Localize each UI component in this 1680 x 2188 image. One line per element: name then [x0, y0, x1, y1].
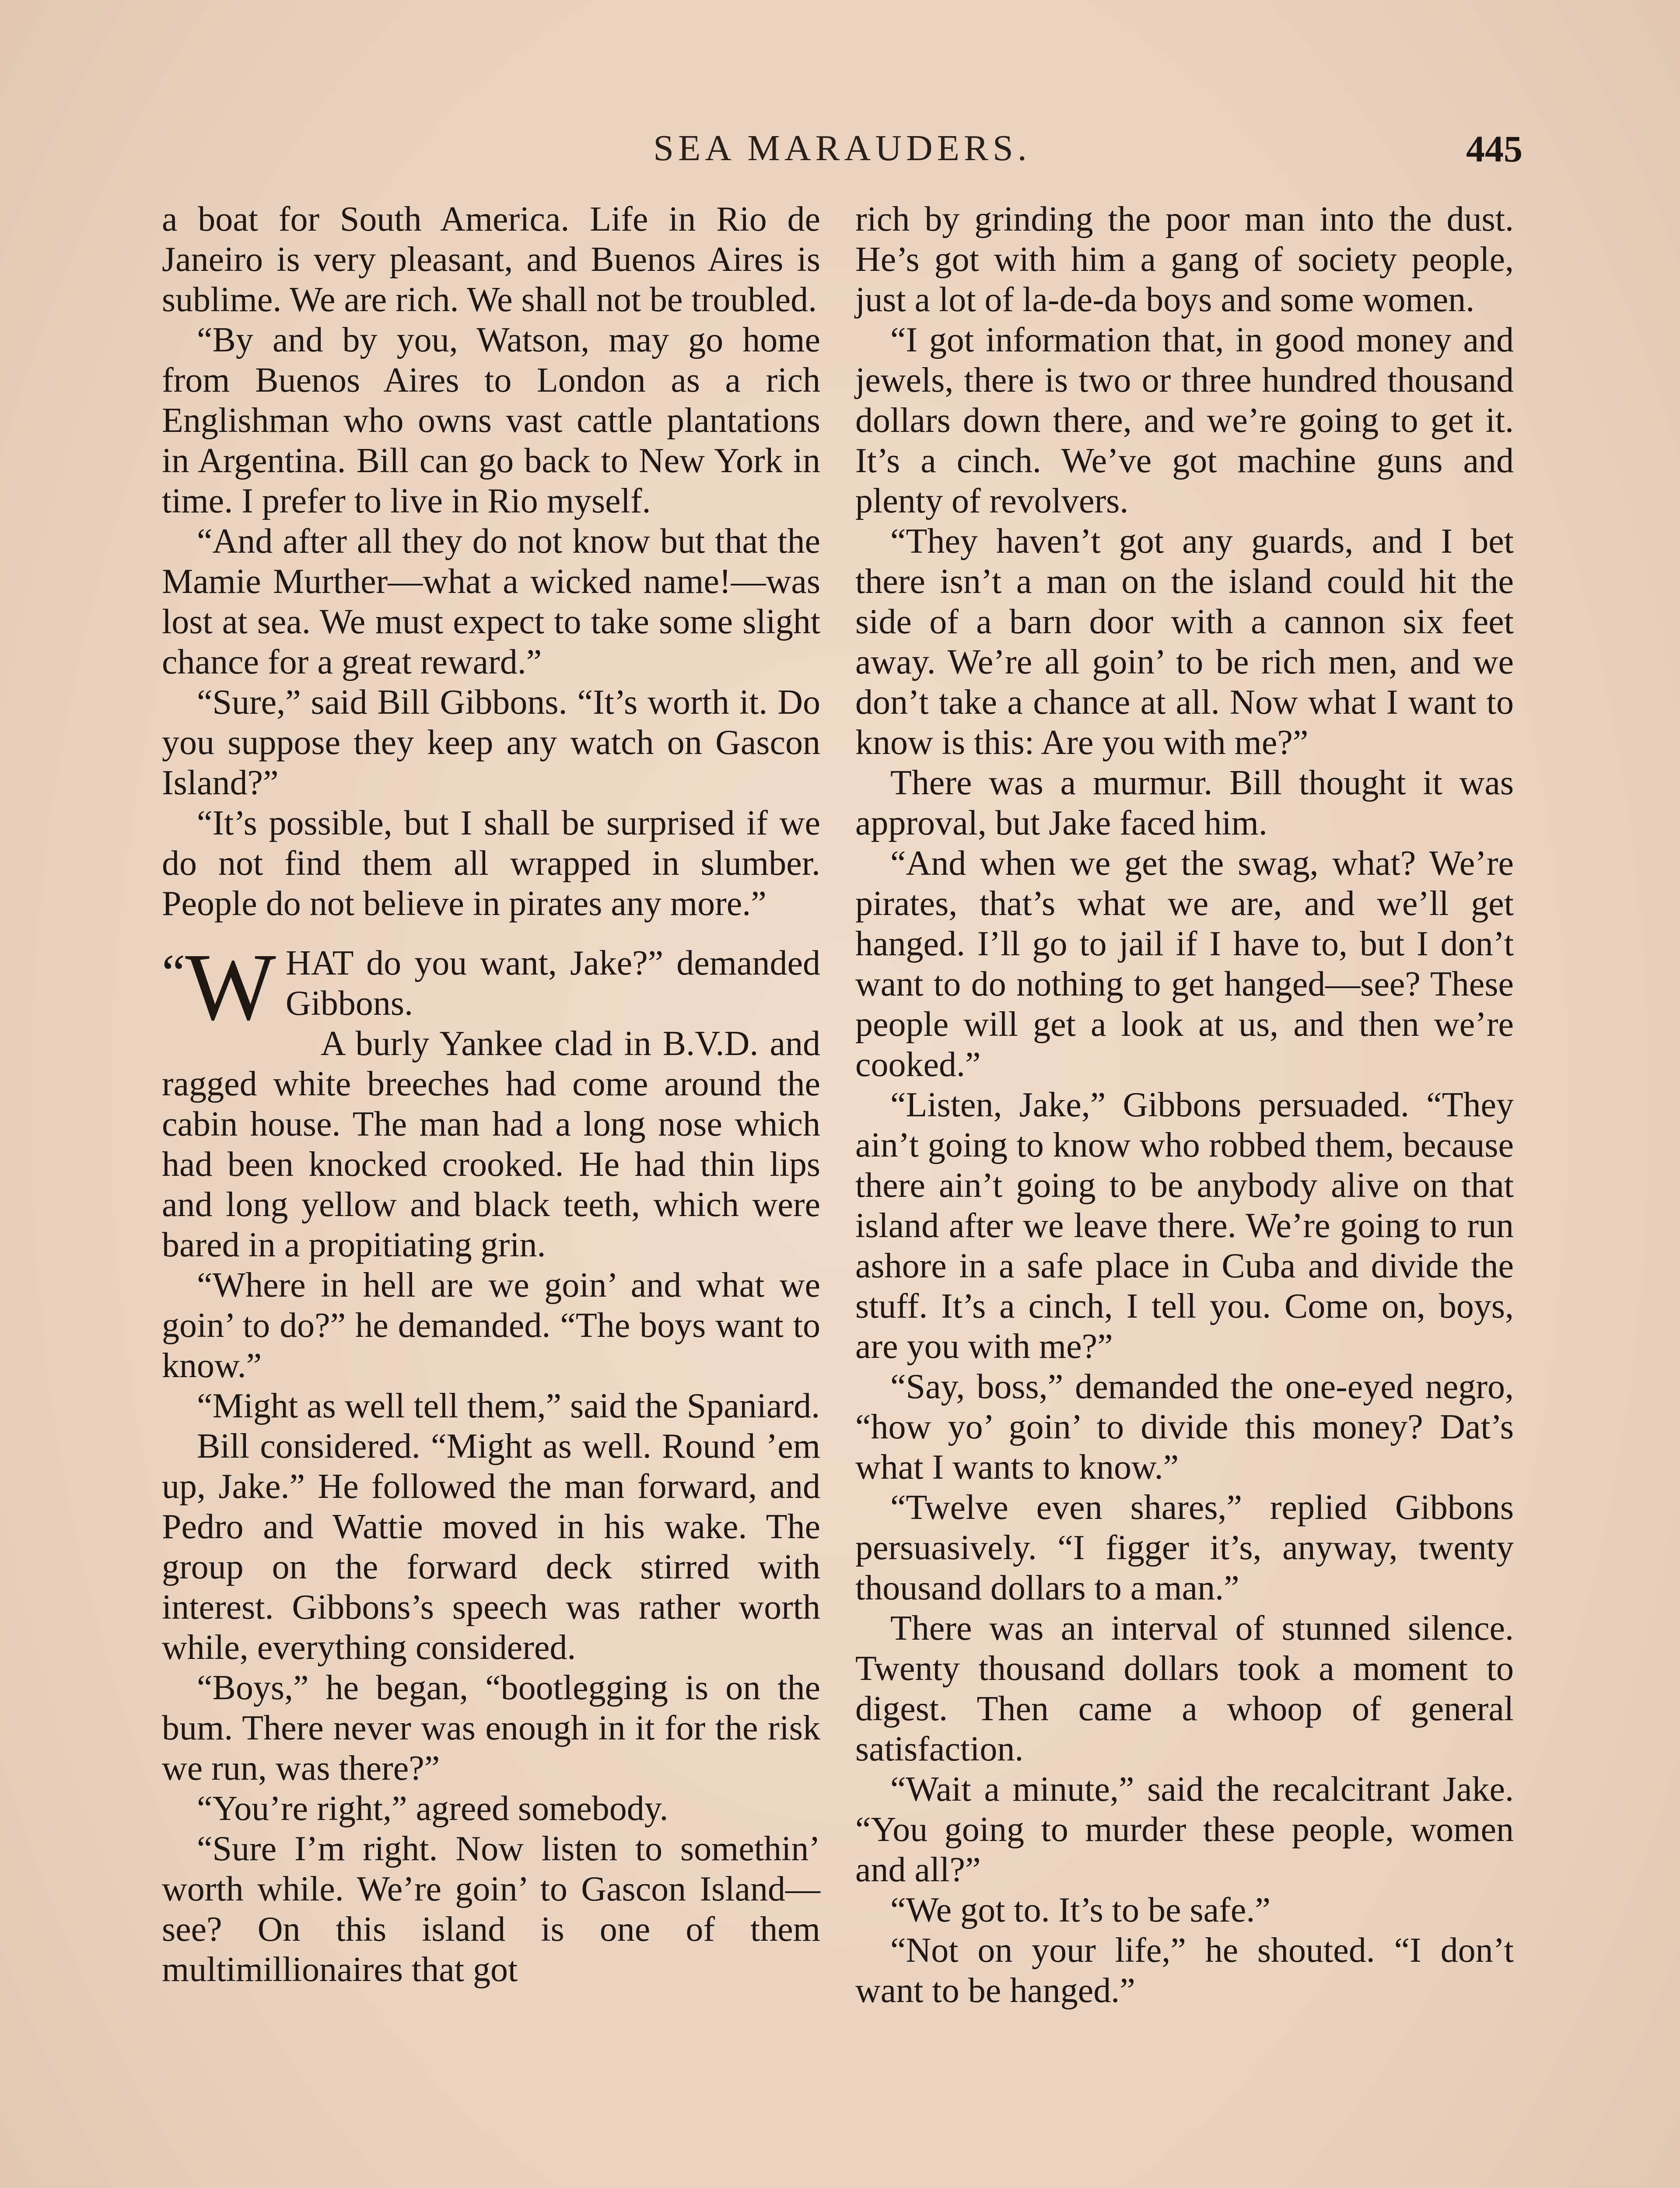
paragraph: “Say, boss,” demanded the one-eyed negro, “how yo’ goin’ to divide this money? Dat’s what I wants to know.” [855, 1368, 1514, 1487]
paragraph: “You’re right,” agreed somebody. [197, 1789, 668, 1828]
paragraph: “Boys,” he began, “bootlegging is on the bum. There never was enough in it for the risk we run, was there?” [162, 1669, 820, 1788]
drop-cap-quote: “ [162, 943, 186, 1002]
paragraph: “Twelve even shares,” replied Gibbons persuasively. “I figger it’s, anyway, twenty thousand dollars to a man.” [855, 1488, 1514, 1607]
drop-cap-letter: W [185, 933, 276, 1040]
paragraph: a boat for South America. Life in Rio de Janeiro is very pleasant, and Buenos Aires is sublime. We are rich. We shall not be troubled. [162, 200, 820, 319]
left-column [162, 199, 820, 1990]
paragraph: “Might as well tell them,” said the Spaniard. [197, 1387, 820, 1425]
paragraph: “It’s possible, but I shall be surprised if we do not find them all wrapped in slumber. People do not believe in pirates any more.” [162, 804, 820, 923]
paragraph: “Sure,” said Bill Gibbons. “It’s worth it. Do you suppose they keep any watch on Gascon Island?” [162, 683, 820, 802]
paragraph: “We got to. It’s to be safe.” [890, 1891, 1270, 1929]
paragraph: “And when we get the swag, what? We’re pirates, that’s what we are, and we’ll get hanged. I’ll go to jail if I have to, but I don’t want to do nothing to get hanged—see? These people will get a look at us, and then we’re cooked.” [855, 844, 1514, 1084]
paragraph: There was a murmur. Bill thought it was approval, but Jake faced him. [855, 764, 1514, 842]
paragraph: Bill considered. “Might as well. Round ’em up, Jake.” He followed the man forward, and Pedro and Wattie moved in his wake. The group on the forward deck stirred with interest. Gibbons’s speech was rather worth while, everything considered. [162, 1427, 820, 1667]
page-number: 445 [1466, 128, 1522, 170]
section-opening-paragraph [162, 933, 820, 1040]
page-header [162, 127, 1522, 179]
paragraph: “By and by you, Watson, may go home from Buenos Aires to London as a rich Englishman who owns vast cattle plantations in Argentina. Bill can go back to New York in time. I prefer to live in Rio myself. [162, 321, 820, 520]
paragraph: “And after all they do not know but that the Mamie Murther—what a wicked name!—was lost at sea. We must expect to take some slight chance for a great reward.” [162, 522, 820, 681]
paragraph: “Not on your life,” he shouted. “I don’t want to be hanged.” [855, 1931, 1514, 2010]
paragraph: There was an interval of stunned silence. Twenty thousand dollars took a moment to digest. Then came a whoop of general satisfaction. [855, 1609, 1514, 1768]
paragraph: “Listen, Jake,” Gibbons persuaded. “They ain’t going to know who robbed them, because there ain’t going to be anybody alive on that island after we leave there. We’re going to run ashore in a safe place in Cuba and divide the stuff. It’s a cinch, I tell you. Come on, boys, are you with me?” [855, 1086, 1514, 1366]
paragraph: “They haven’t got any guards, and I bet there isn’t a man on the island could hit the side of a barn door with a cannon six feet away. We’re all goin’ to be rich men, and we don’t take a chance at all. Now what I want to know is this: Are you with me?” [855, 522, 1514, 762]
paragraph: “I got information that, in good money and jewels, there is two or three hundred thousand dollars down there, and we’re going to get it. It’s a cinch. We’ve got machine guns and plenty of revolvers. [855, 321, 1514, 520]
running-title: SEA MARAUDERS. [653, 128, 1031, 168]
paragraph: “Sure I’m right. Now listen to somethin’ worth while. We’re goin’ to Gascon Island—see? On this island is one of them multimillionaires that got [162, 1830, 820, 1989]
paragraph: “Wait a minute,” said the recalcitrant Jake. “You going to murder these people, women and all?” [855, 1770, 1514, 1889]
drop-cap [162, 933, 276, 1040]
paragraph: A burly Yankee clad in B.V.D. and ragged white breeches had come around the cabin house. The man had a long nose which had been knocked crooked. He had thin lips and long yellow and black teeth, which were bared in a propitiating grin. [162, 1024, 820, 1264]
right-column [855, 199, 1514, 2011]
section-opening-text: HAT do you want, Jake?” demanded Gibbons. [285, 944, 820, 1023]
paragraph: “Where in hell are we goin’ and what we goin’ to do?” he demanded. “The boys want to know.” [162, 1266, 820, 1385]
paragraph: rich by grinding the poor man into the dust. He’s got with him a gang of society people, just a lot of la-de-da boys and some women. [855, 200, 1514, 319]
